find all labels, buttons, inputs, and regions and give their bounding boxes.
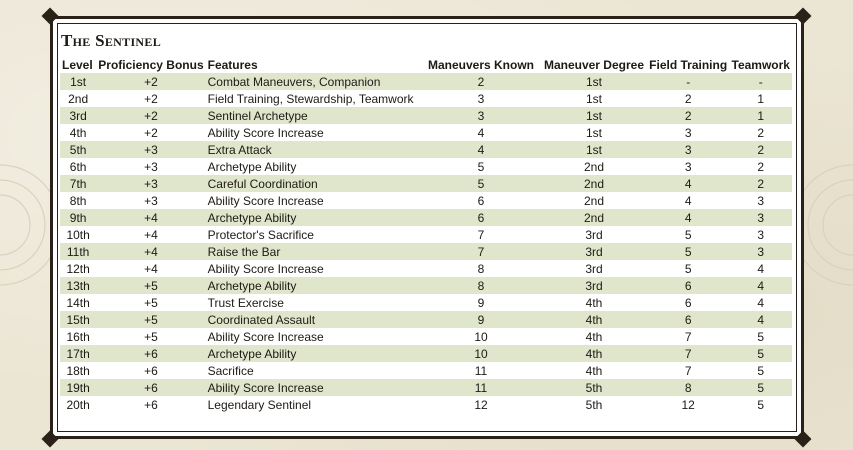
header-proficiency-bonus: Proficiency Bonus — [98, 57, 204, 72]
cell-maneuver-degree: 4th — [585, 295, 603, 310]
cell-maneuvers-known: 12 — [474, 397, 488, 412]
cell-proficiency-bonus: +3 — [144, 159, 158, 174]
cell-proficiency-bonus: +2 — [144, 91, 158, 106]
cell-features: Sentinel Archetype — [206, 107, 421, 124]
cell-teamwork: 1 — [757, 91, 765, 106]
cell-field-training: 12 — [681, 397, 695, 412]
table-row — [60, 107, 792, 124]
cell-proficiency-bonus: +3 — [96, 141, 205, 158]
cell-field-training: 3 — [684, 125, 692, 140]
cell-field-training: 4 — [647, 209, 730, 226]
table-row — [60, 362, 792, 379]
cell-maneuver-degree: 1st — [585, 125, 602, 140]
table-row — [60, 90, 792, 107]
cell-teamwork: 2 — [757, 159, 765, 174]
cell-field-training: 7 — [647, 345, 730, 362]
table-row — [60, 124, 792, 141]
cell-maneuver-degree: 3rd — [585, 227, 603, 242]
cell-features: Ability Score Increase — [206, 379, 421, 396]
cell-maneuvers-known: 10 — [474, 329, 488, 344]
header-level: Level — [62, 57, 93, 72]
cell-teamwork: 5 — [729, 345, 792, 362]
cell-field-training: 6 — [647, 311, 730, 328]
cell-level: 6th — [69, 159, 87, 174]
cell-maneuvers-known: 3 — [477, 91, 485, 106]
table-row — [60, 141, 792, 158]
cell-level: 16th — [66, 329, 90, 344]
cell-level: 3rd — [60, 107, 96, 124]
cell-maneuver-degree: 2nd — [541, 175, 647, 192]
class-progression-table — [60, 56, 792, 413]
cell-features: Ability Score Increase — [207, 261, 324, 276]
cell-features: Protector's Sacrifice — [207, 227, 314, 242]
cell-maneuvers-known: 8 — [477, 261, 485, 276]
cell-maneuver-degree: 4th — [541, 345, 647, 362]
cell-level: 18th — [66, 363, 90, 378]
cell-proficiency-bonus: +5 — [144, 329, 158, 344]
cell-level: 2nd — [68, 91, 89, 106]
cell-maneuvers-known: 7 — [477, 227, 485, 242]
cell-field-training: 7 — [684, 363, 692, 378]
cell-teamwork: 5 — [757, 329, 765, 344]
cell-proficiency-bonus: +4 — [144, 227, 158, 242]
cell-maneuvers-known: 4 — [421, 141, 541, 158]
cell-field-training: 2 — [647, 107, 730, 124]
cell-field-training: 5 — [684, 261, 692, 276]
cell-proficiency-bonus: +5 — [96, 277, 205, 294]
cell-maneuver-degree: 1st — [541, 73, 647, 90]
table-row — [60, 396, 792, 413]
cell-level: 8th — [69, 193, 87, 208]
cell-maneuver-degree: 2nd — [541, 209, 647, 226]
cell-teamwork: 4 — [729, 277, 792, 294]
cell-features: Ability Score Increase — [207, 125, 324, 140]
cell-field-training: 3 — [647, 141, 730, 158]
cell-maneuver-degree: 1st — [585, 91, 602, 106]
cell-proficiency-bonus: +2 — [96, 107, 205, 124]
cell-field-training: 3 — [684, 159, 692, 174]
header-teamwork: Teamwork — [731, 57, 790, 72]
table-row — [60, 175, 792, 192]
cell-maneuvers-known: 11 — [421, 379, 541, 396]
cell-maneuver-degree: 4th — [585, 363, 603, 378]
cell-maneuver-degree: 3rd — [585, 261, 603, 276]
cell-teamwork: 4 — [757, 261, 765, 276]
cell-teamwork: 3 — [757, 193, 765, 208]
cell-proficiency-bonus: +6 — [144, 397, 158, 412]
cell-features: Field Training, Stewardship, Teamwork — [207, 91, 414, 106]
table-row — [60, 158, 792, 175]
table-row — [60, 73, 792, 90]
cell-field-training: 7 — [684, 329, 692, 344]
cell-features: Archetype Ability — [206, 277, 421, 294]
cell-features: Sacrifice — [207, 363, 254, 378]
cell-maneuvers-known: 6 — [477, 193, 485, 208]
cell-level: 17th — [60, 345, 96, 362]
cell-proficiency-bonus: +2 — [96, 73, 205, 90]
cell-level: 5th — [60, 141, 96, 158]
cell-teamwork: 5 — [729, 379, 792, 396]
cell-maneuver-degree: 2nd — [583, 193, 604, 208]
cell-maneuvers-known: 2 — [421, 73, 541, 90]
cell-features: Coordinated Assault — [206, 311, 421, 328]
page-title: The Sentinel — [61, 31, 161, 50]
cell-level: 19th — [60, 379, 96, 396]
cell-teamwork: 5 — [757, 363, 765, 378]
cell-features: Trust Exercise — [207, 295, 284, 310]
cell-maneuver-degree: 3rd — [541, 243, 647, 260]
cell-maneuver-degree: 1st — [541, 141, 647, 158]
cell-teamwork: 1 — [729, 107, 792, 124]
cell-teamwork: 3 — [729, 209, 792, 226]
cell-maneuver-degree: 4th — [585, 329, 603, 344]
header-features: Features — [207, 57, 258, 72]
header-field-training: Field Training — [649, 57, 728, 72]
cell-teamwork: 4 — [757, 295, 765, 310]
cell-features: Ability Score Increase — [207, 329, 324, 344]
cell-teamwork: 2 — [729, 141, 792, 158]
cell-teamwork: 4 — [729, 311, 792, 328]
table-header-row — [60, 56, 792, 73]
cell-proficiency-bonus: +3 — [96, 175, 205, 192]
cell-level: 9th — [60, 209, 96, 226]
cell-features: Extra Attack — [206, 141, 421, 158]
table-row — [60, 379, 792, 396]
cell-features: Raise the Bar — [206, 243, 421, 260]
cell-maneuver-degree: 1st — [541, 107, 647, 124]
cell-level: 4th — [69, 125, 87, 140]
cell-proficiency-bonus: +5 — [96, 311, 205, 328]
table-row — [60, 260, 792, 277]
cell-teamwork: 3 — [729, 243, 792, 260]
header-maneuvers-known: Maneuvers Known — [427, 57, 534, 72]
cell-field-training: 4 — [647, 175, 730, 192]
cell-level: 13th — [60, 277, 96, 294]
cell-level: 12th — [66, 261, 90, 276]
cell-level: 11th — [60, 243, 96, 260]
table-row — [60, 294, 792, 311]
header-maneuver-degree: Maneuver Degree — [543, 57, 644, 72]
table-row — [60, 209, 792, 226]
cell-proficiency-bonus: +4 — [96, 243, 205, 260]
cell-maneuvers-known: 9 — [421, 311, 541, 328]
cell-proficiency-bonus: +6 — [96, 345, 205, 362]
cell-level: 15th — [60, 311, 96, 328]
cell-maneuvers-known: 10 — [421, 345, 541, 362]
cell-level: 7th — [60, 175, 96, 192]
table-body — [60, 73, 792, 413]
cell-features: Legendary Sentinel — [207, 397, 312, 412]
cell-level: 14th — [66, 295, 90, 310]
cell-teamwork: 3 — [757, 227, 765, 242]
cell-maneuvers-known: 5 — [477, 159, 485, 174]
cell-maneuvers-known: 7 — [421, 243, 541, 260]
table-row — [60, 277, 792, 294]
cell-maneuver-degree: 5th — [585, 397, 603, 412]
cell-level: 1st — [60, 73, 96, 90]
table-row — [60, 243, 792, 260]
cell-maneuvers-known: 3 — [421, 107, 541, 124]
cell-features: Archetype Ability — [207, 159, 297, 174]
cell-maneuvers-known: 5 — [421, 175, 541, 192]
cell-features: Combat Maneuvers, Companion — [206, 73, 421, 90]
cell-maneuvers-known: 11 — [474, 363, 488, 378]
cell-maneuver-degree: 4th — [541, 311, 647, 328]
cell-features: Ability Score Increase — [207, 193, 324, 208]
cell-maneuvers-known: 4 — [477, 125, 485, 140]
cell-teamwork: 5 — [757, 397, 765, 412]
cell-proficiency-bonus: +3 — [144, 193, 158, 208]
cell-field-training: 8 — [647, 379, 730, 396]
cell-maneuver-degree: 3rd — [541, 277, 647, 294]
table-row — [60, 328, 792, 345]
cell-proficiency-bonus: +6 — [96, 379, 205, 396]
cell-field-training: 6 — [684, 295, 692, 310]
cell-teamwork: - — [729, 73, 792, 90]
cell-maneuvers-known: 6 — [421, 209, 541, 226]
cell-features: Careful Coordination — [206, 175, 421, 192]
cell-field-training: 2 — [684, 91, 692, 106]
cell-field-training: 6 — [647, 277, 730, 294]
cell-maneuver-degree: 2nd — [583, 159, 604, 174]
cell-proficiency-bonus: +4 — [144, 261, 158, 276]
cell-proficiency-bonus: +2 — [144, 125, 158, 140]
cell-level: 20th — [66, 397, 90, 412]
table-row — [60, 226, 792, 243]
cell-level: 10th — [66, 227, 90, 242]
cell-features: Archetype Ability — [206, 345, 421, 362]
table-row — [60, 311, 792, 328]
cell-maneuver-degree: 5th — [541, 379, 647, 396]
cell-teamwork: 2 — [757, 125, 765, 140]
cell-proficiency-bonus: +5 — [144, 295, 158, 310]
cell-field-training: 5 — [684, 227, 692, 242]
cell-proficiency-bonus: +6 — [144, 363, 158, 378]
cell-maneuvers-known: 9 — [477, 295, 485, 310]
cell-teamwork: 2 — [729, 175, 792, 192]
cell-features: Archetype Ability — [206, 209, 421, 226]
cell-field-training: 4 — [684, 193, 692, 208]
cell-field-training: - — [647, 73, 730, 90]
cell-field-training: 5 — [647, 243, 730, 260]
cell-proficiency-bonus: +4 — [96, 209, 205, 226]
table-row — [60, 192, 792, 209]
table-row — [60, 345, 792, 362]
cell-maneuvers-known: 8 — [421, 277, 541, 294]
